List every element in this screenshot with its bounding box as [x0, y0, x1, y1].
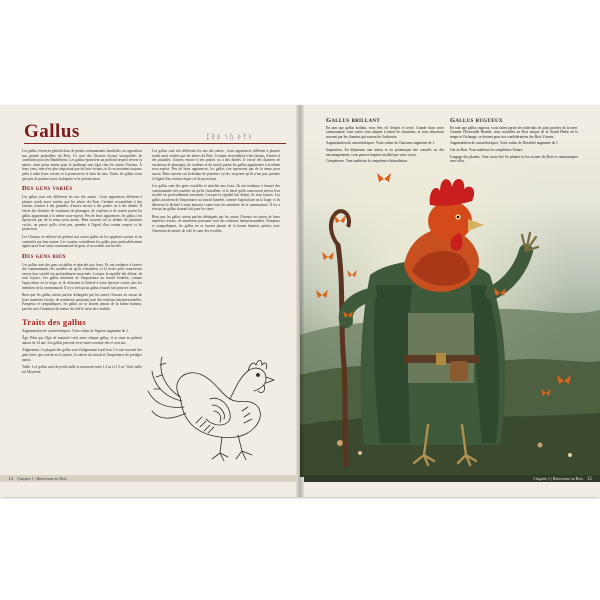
book-gutter [296, 105, 304, 497]
rooster-mage-painting [300, 125, 600, 477]
subrace-rugged-intro: En tant que gallus rugueux, vous faites partie des individus les plus proches de la terre. Comme l'Écureuille Honnie, vous travaillez au Bois unique de la Grand Herbe où le temps et l'échange, ce devient pour nos confédérations des Bois Vivants. [450, 125, 578, 139]
page-number: 14 [8, 477, 13, 482]
heading-traits: Traits des gallus [22, 316, 86, 327]
varied-paragraph-2: Les Oiseaux se réfèrent en général aux autres gallus en les appelant cousins et ne contrariés par leur nature. Les cousins considèrent les gallus pour particulièrement appris pour leur rustre communauté de gens, et accordent aux invités. [22, 234, 142, 249]
continued-paragraph: Les gallus sont très différents les uns des autres : leurs apparences diffèrent à plumes ronds aussi variées que les arbres du Bois. Certains ressemblent à des faisans, d'autres à des pintades, d'autres encore à des poules ou à des dindes. Il existe des dizaines de variations de plumages, de couleurs et de motifs parmi les gallus appartenant à la même sous-espèce. Peu de leurs apparences, les gallus s'en éprouvent par de la tenue pour aucun. Bien souvent sur la dedans de plusieurs cycles, on pense qu'ils n'ont pas, prendre à l'égard d'un certain respect et de protection. [152, 149, 280, 181]
trait-line: Âge. Bien que l'âge de maturité varie entre chaque gallus, il se situe en général autour de 14 ans. Les gallus peuvent vivre entre soixante-dix et cent ans. [22, 336, 142, 345]
trait-line: Uni au Bois. Vous maîtrisez la compétence Nature. [450, 147, 524, 152]
heading-good: Des gens bien [22, 252, 66, 260]
trait-line: Langage des plantes. Vous savez lire les plantes et les racines du Bois et communiquer avec elles. [450, 154, 578, 164]
title-divider [24, 143, 286, 144]
subrace-rugged-section [450, 119, 578, 166]
varied-paragraph: Les gallus sont très différents les uns des autres : leurs apparences diffèrent à plumes ronds aussi variées que les arbres du Bois. Certains ressemblent à des faisans, d'autres à des pintades, d'autres encore à des poules ou à des dindes. Il existe des dizaines de variations de plumages, de couleurs et de motifs parmi les gallus appartenant à la même sous-espèce. Peu de leurs apparences, les gallus s'en éprouvent par de la tenue pour aucun. Bien souvent sur la dedans de plusieurs cycles, on pense qu'ils n'ont pas, prendre à l'égard d'un certain respect et de protection. [22, 195, 142, 232]
page-title: Gallus [24, 121, 80, 142]
chapter-label: Chapitre 1 | Bienvenue au Bois [17, 476, 67, 481]
runic-inscription: ᛈᚱᛟ ᛊᚢ ᚦᚨᚾ [206, 133, 254, 141]
footer-right [533, 476, 592, 482]
continued-paragraph-3: Bien que les gallus soient parfois dédaignés par les autres Oiseaux en raison de leurs manières frustes, de nombreux puissants sont des relations interpersonnelles. Pompeux et sympathiques, les gallus ne se lassent jamais de la bonne humeur, parfois avec l'intention de mettre de côté le cœur des rivalités. [152, 214, 280, 233]
page-number: 15 [587, 477, 592, 482]
footer-left [8, 476, 67, 482]
trait-line: Alignement. La plupart des gallus sont d'alignement loyal bon. Ce sont souvent des gens bien, qui croient en la justice, la valeur du travail et l'importance de protéger autrui. [22, 348, 142, 362]
left-page [0, 105, 300, 497]
trait-line: Augmentation de caractéristiques. Votre valeur de Charisme augmente de 1. [326, 141, 436, 146]
good-paragraph: Les gallus sont des gens sociables et attachés aux leurs. Ils ont tendance à former des communautés très soudées où qu'ils s'installent, et la fierté qu'ils nourrissent envers leur société est profondément enracinée. Lorsque la rapidité fait défaut, ils sont loyaux. Les gallus attachent de l'importance au travail honnête, comme l'agriculture ou la forge, et ils détestent la lâcheté à toute épreuve contre tous les membres de la communauté. Il n'y a rien qu'un gallus n'aurait fait pour les siens. [22, 262, 142, 290]
subrace-brilliant-section [326, 119, 444, 166]
trait-line: Augmentation de caractéristiques. Votre valeur de Dextérité augmente de 1. [450, 141, 559, 146]
subrace-brilliant-heading: Gallus brillant [326, 117, 380, 124]
rooster-sketch-illustration [140, 327, 290, 477]
continued-paragraph-2: Les gallus sont des gens sociables et attachés aux leurs. Ils ont tendance à former des communautés très soudées où qu'ils s'installent, et la fierté qu'ils nourrissent envers leur société est profondément enracinée. Lorsque la rapidité fait défaut, ils sont loyaux. Les gallus attachent de l'importance au travail honnête, comme l'agriculture ou la forge, et ils détestent la lâcheté à toute épreuve contre tous les membres de la communauté. Il n'y a rien qu'un gallus n'aurait fait pour les siens. [152, 184, 280, 212]
trait-line: Taille. Les gallus sont de petite taille et mesurent entre 1,2 m et 1,5 m. Votre taille est Moyenne. [22, 365, 142, 374]
trait-line: Augmentation de caractéristiques. Votre valeur de Sagesse augmente de 2. [22, 328, 129, 333]
subrace-rugged-heading: Gallus rugueux [450, 117, 503, 124]
heading-varied: Des gens variés [22, 185, 73, 193]
good-paragraph-2: Bien que les gallus soient parfois dédaignés par les autres Oiseaux en raison de leurs manières frustes, de nombreux puissants sont des relations interpersonnelles. Pompeux et sympathiques, les gallus ne se lassent jamais de la bonne humeur, parfois avec l'intention de mettre de côté le cœur des rivalités. [22, 293, 142, 312]
intro-paragraph: Les gallus vivent en général dans de petites communautés familiales, en opposition aux grands poulaillers du Bois. Ce sont des Oiseaux loyaux susceptibles de combattre pour les Hautbêtiens. Les gallus éprouvent un profond respect envers la nature, ainsi qu'un amour pour le jardinage sans égal chez les autres Oiseaux. À leurs yeux, rien n'est plus important que les bois vivants, et ils se montrent toujours prêts à aider leurs voisins et à promouvoir le bien de tous. Enfin, les gallus n'ont que peu de patience pour la duperie et la prévarication. [22, 149, 142, 181]
book-spread [0, 105, 600, 497]
right-column [152, 149, 280, 329]
trait-line: Compétence. Vous maîtrisez la compétence Intimidation. [326, 159, 409, 164]
left-column [22, 149, 142, 377]
right-page [300, 105, 600, 497]
chapter-label: Chapitre 1 | Bienvenue au Bois [533, 476, 583, 481]
trait-line: Inspiration. En dépensant une action et en prononçant des conseils ou des encouragements, vous pouvez inspirer un allié que vous voyez. [326, 147, 444, 157]
subrace-brilliant-intro: En tant que gallus brillant, vous êtes vif d'esprit et avisé. Grande dans votre communauté, vous savez vous adapter à toutes les situations, et vous réussissez souvent par les chemins qui sortent de l'ordinaire. [326, 125, 444, 139]
